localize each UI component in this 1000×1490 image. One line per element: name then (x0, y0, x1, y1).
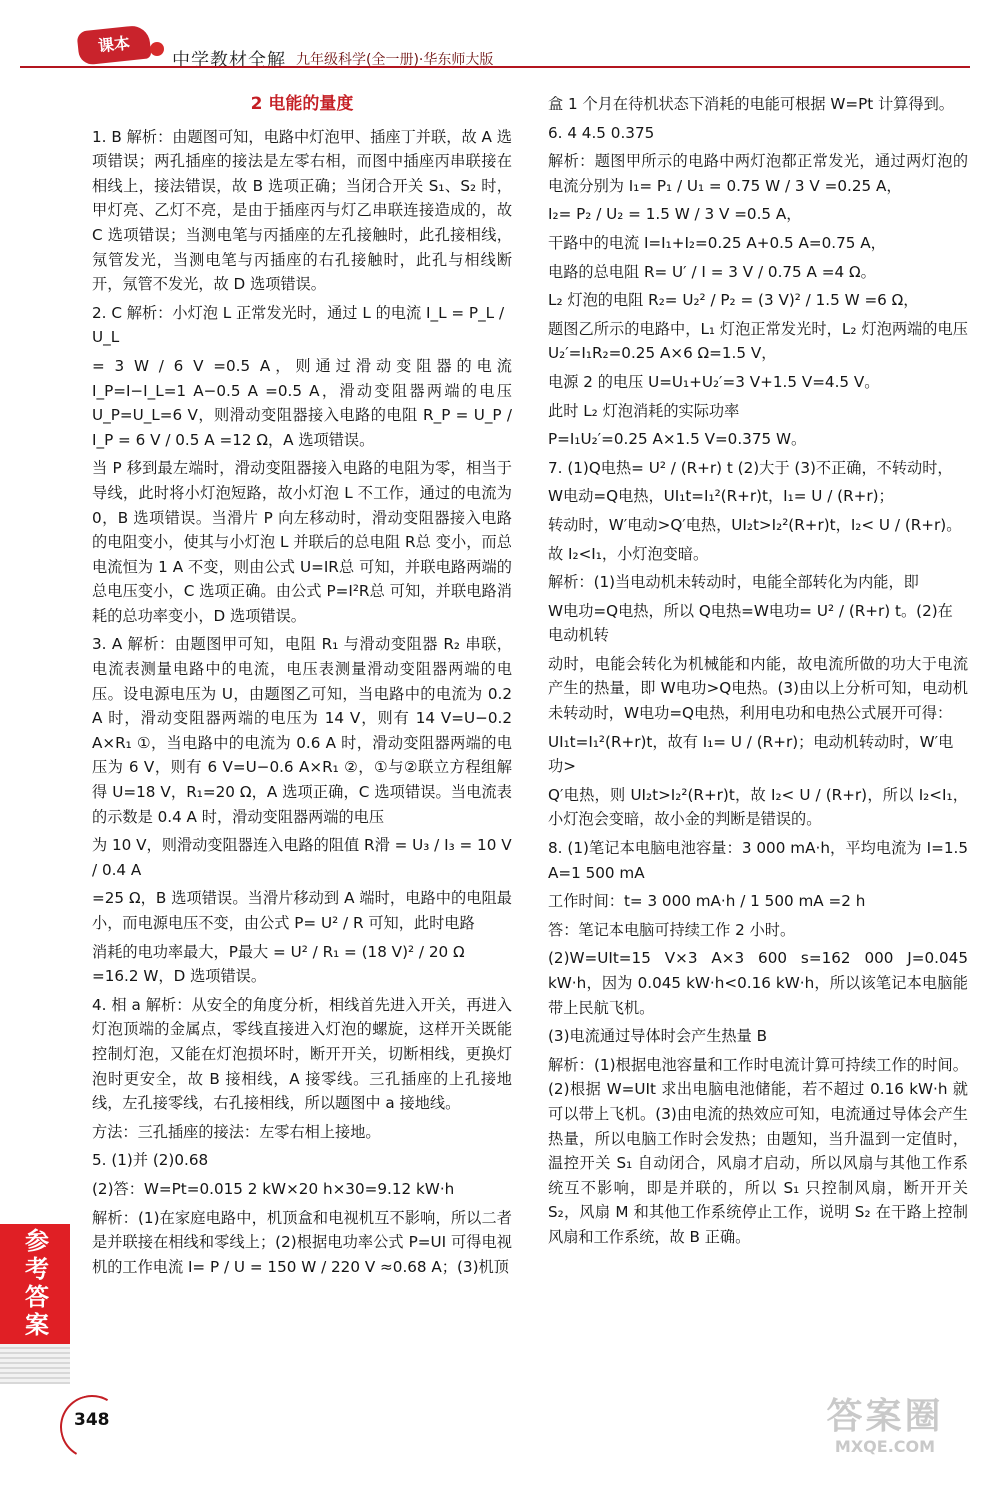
answer-5: 5. (1)并 (2)0.68 (92, 1151, 209, 1170)
answer-3: 3. A 解析：由题图甲可知，电阻 R₁ 与滑动变阻器 R₂ 串联，电流表测量电路中的电流，电压表测量滑动变阻器两端的电压。设电源电压为 U，由题图乙可知，当电路中的电流为 0.2 A 时，滑动变阻器两端的电压为 14 V，则有 14 V=U−0.2 A×R₁ ①，当电路中的电流为 0.6 A 时，滑动变阻器两端的电压为 6 V，则有 6 V=U−0.6 A×R₁ ②，①与②联立方程组解得 U=18 V，R₁=20 Ω，A 选项正确，C 选项错误。当电流表的示数是 0.4 A 时，滑动变阻器两端的电压 (92, 635, 512, 826)
answer-6-i2: I₂= P₂ / U₂ = 1.5 W / 3 V =0.5 A， (548, 205, 802, 224)
answer-8: 8. (1)笔记本电脑电池容量：3 000 mA·h，平均电流为 I=1.5 A=1 500 mA (548, 839, 968, 882)
answer-6-u2: 题图乙所示的电路中，L₁ 灯泡正常发光时，L₂ 灯泡两端的电压 U₂′=I₁R₂=0.25 A×6 Ω=1.5 V， (548, 319, 968, 363)
answer-6-power: P=I₁U₂′=0.25 A×1.5 V=0.375 W。 (548, 430, 807, 449)
answer-8-analysis: 解析：(1)根据电池容量和工作时电流计算可持续工作的时间。(2)根据 W=UIt 求出电脑电池储能，若不超过 0.16 kW·h 就可以带上飞机。(3)由电流的热效应可知，电流通过导体会产生热量，所以电脑工作时会发热；由题知，当升温到一定值时，温控开关 S₁ 自动闭合，风扇才启动，所以风扇与其他工作系统互不影响，即是并联的，所以 S₁ 只控制风扇，断开开关 S₂，风扇 M 和其他工作系统停止工作，说明 S₂ 在干路上控制风扇和工作系统，故 B 正确。 (548, 1055, 968, 1246)
answer-6-total-current: 干路中的电流 I=I₁+I₂=0.25 A+0.5 A=0.75 A， (548, 233, 886, 252)
answer-7-analysis-b: 动时，电能会转化为机械能和内能，故电流所做的功大于电流产生的热量，即 W电功>Q电热。(3)由以上分析可知，电动机未转动时，W电功=Q电热，利用电功和电热公式展开可得： (548, 654, 968, 723)
answer-6-analysis: 解析：题图甲所示的电路中两灯泡都正常发光，通过两灯泡的电流分别为 I₁= P₁ / U₁ = 0.75 W / 3 V =0.25 A， (548, 152, 968, 195)
answer-8-time: 工作时间：t= 3 000 mA·h / 1 500 mA =2 h (548, 892, 866, 911)
answer-7-conclusion: 故 I₂<I₁，小灯泡变暗。 (548, 544, 709, 563)
page-header (0, 0, 1000, 82)
answer-6-r2: L₂ 灯泡的电阻 R₂= U₂² / P₂ = (3 V)² / 1.5 W =6 Ω， (548, 291, 919, 310)
answer-6: 6. 4 4.5 0.375 (548, 123, 655, 142)
right-column (548, 92, 968, 1254)
answer-2-b: 当 P 移到最左端时，滑动变阻器接入电路的电阻为零，相当于导线，此时将小灯泡短路，故小灯泡 L 不工作，通过的电流为 0，B 选项错误。当滑片 P 向左移动时，滑动变阻器接入电路的电阻变小，使其与小灯泡 L 并联后的总电阻 R总 变小，而总电流恒为 1 A 不变，则由公式 U=IR总 可知，并联电路两端的总电压变小，C 选项正确。由公式 P=I²R总 可知，并联电路消耗的总功率变小，D 选项错误。 (92, 459, 512, 625)
answer-4-method: 方法：三孔插座的接法：左零右相上接地。 (92, 1122, 381, 1141)
side-tab-label: 参考答案 (20, 1228, 49, 1340)
answer-7-static: W电动=Q电热，UI₁t=I₁²(R+r)t，I₁= U / (R+r)； (548, 487, 894, 506)
reference-answer-tab (0, 1224, 70, 1344)
answer-6-total-resistance: 电路的总电阻 R= U′ / I = 3 V / 0.75 A =4 Ω。 (548, 262, 876, 281)
side-tab-stripe (0, 1344, 70, 1384)
page-number: 348 (74, 1410, 110, 1430)
answer-2-formula: 2. C 解析：小灯泡 L 正常发光时，通过 L 的电流 I_L = P_L / U_L (92, 303, 505, 347)
answer-7-analysis-d: Q′电热，则 UI₂t>I₂²(R+r)t，故 I₂< U / (R+r)，所以 I₂<I₁，小灯泡会变暗，故小金的判断是错误的。 (548, 785, 968, 829)
answer-5-continued: 盒 1 个月在待机状态下消耗的电能可根据 W=Pt 计算得到。 (548, 95, 954, 113)
section-title: 2 电能的量度 (250, 94, 354, 114)
answer-2-a: = 3 W / 6 V =0.5 A，则通过滑动变阻器的电流 I_P=I−I_L=1 A−0.5 A =0.5 A，滑动变阻器两端的电压 U_P=U_L=6 V，则滑动变阻器接入电路的电阻 R_P = U_P / I_P = 6 V / 0.5 A =12 Ω，A 选项错误。 (92, 356, 512, 449)
header-divider (20, 66, 970, 68)
answer-7-analysis: 解析：(1)当电动机未转动时，电能全部转化为内能，即 (548, 573, 919, 592)
answer-6-source: 电源 2 的电压 U=U₁+U₂′=3 V+1.5 V=4.5 V。 (548, 372, 880, 391)
answer-7-analysis-formula: W电功=Q电热，所以 Q电热=W电功= U² / (R+r) t。(2)在电动机转 (548, 601, 953, 645)
watermark-site: MXQE.COM (834, 1437, 936, 1456)
answer-7: 7. (1)Q电热= U² / (R+r) t (2)大于 (3)不正确，不转动时， (548, 458, 953, 477)
answer-8-answer: 答：笔记本电脑可持续工作 2 小时。 (548, 920, 796, 939)
answer-3-formula-1: 为 10 V，则滑动变阻器连入电路的阻值 R滑 = U₃ / I₃ = 10 V / 0.4 A (92, 836, 512, 879)
book-title: 中学教材全解 (172, 50, 286, 71)
answer-7-analysis-c: UI₁t=I₁²(R+r)t，故有 I₁= U / (R+r)；电动机转动时，W′电功> (548, 732, 954, 776)
answer-8-part3: (3)电流通过导体时会产生热量 B (548, 1027, 768, 1046)
answer-4: 4. 相 a 解析：从安全的角度分析，相线首先进入开关，再进入灯泡顶端的金属点，零线直接进入灯泡的螺旋，这样开关既能控制灯泡，又能在灯泡损坏时，断开开关，切断相线，更换灯泡时更安全，故 B 接相线，A 接零线。三孔插座的上孔接地线，左孔接零线，右孔接相线，所以题图中 a 接地线。 (92, 995, 512, 1113)
left-column (92, 92, 512, 1283)
watermark (800, 1396, 970, 1480)
answer-5-analysis: 解析：(1)在家庭电路中，机顶盒和电视机互不影响，所以二者是并联接在相线和零线上；(2)根据电功率公式 P=UI 可得电视机的工作电流 I= P / U = 150 W / 220 V ≈0.68 A；(3)机顶 (92, 1208, 512, 1276)
answer-7-rotating: 转动时，W′电动>Q′电热，UI₂t>I₂²(R+r)t，I₂< U / (R+r)。 (548, 515, 962, 534)
logo-dot-icon (150, 42, 164, 56)
answer-5-calc: (2)答：W=Pt=0.015 2 kW×20 h×30=9.12 kW·h (92, 1179, 455, 1198)
book-subtitle: 九年级科学(全一册)·华东师大版 (296, 52, 494, 68)
answer-3-formula-2: 消耗的电功率最大，P最大 = U² / R₁ = (18 V)² / 20 Ω =16.2 W，D 选项错误。 (92, 942, 465, 986)
answer-3-b: =25 Ω，B 选项错误。当滑片移动到 A 端时，电路中的电阻最小，而电源电压不变，由公式 P= U² / R 可知，此时电路 (92, 889, 512, 932)
book-logo: 课本 (76, 24, 151, 65)
watermark-main: 答案圈 (826, 1396, 944, 1437)
answer-8-part2: (2)W=UIt=15 V×3 A×3 600 s=162 000 J=0.045 kW·h，因为 0.045 kW·h<0.16 kW·h，所以该笔记本电脑能带上民航飞机。 (548, 949, 968, 1017)
answer-6-power-label: 此时 L₂ 灯泡消耗的实际功率 (548, 401, 740, 420)
answer-1: 1. B 解析：由题图可知，电路中灯泡甲、插座丁并联，故 A 选项错误；两孔插座的接法是左零右相，而图中插座丙串联接在相线上，接法错误，故 B 选项正确；当闭合开关 S₁、S₂ 时，甲灯亮、乙灯不亮，是由于插座丙与灯乙串联连接造成的，故 C 选项错误；当测电笔与丙插座的左孔接触时，此孔接相线，氖管发光，当测电笔与丙插座的右孔接触时，此孔与相线断开，氖管不发光，故 D 选项错误。 (92, 127, 512, 294)
